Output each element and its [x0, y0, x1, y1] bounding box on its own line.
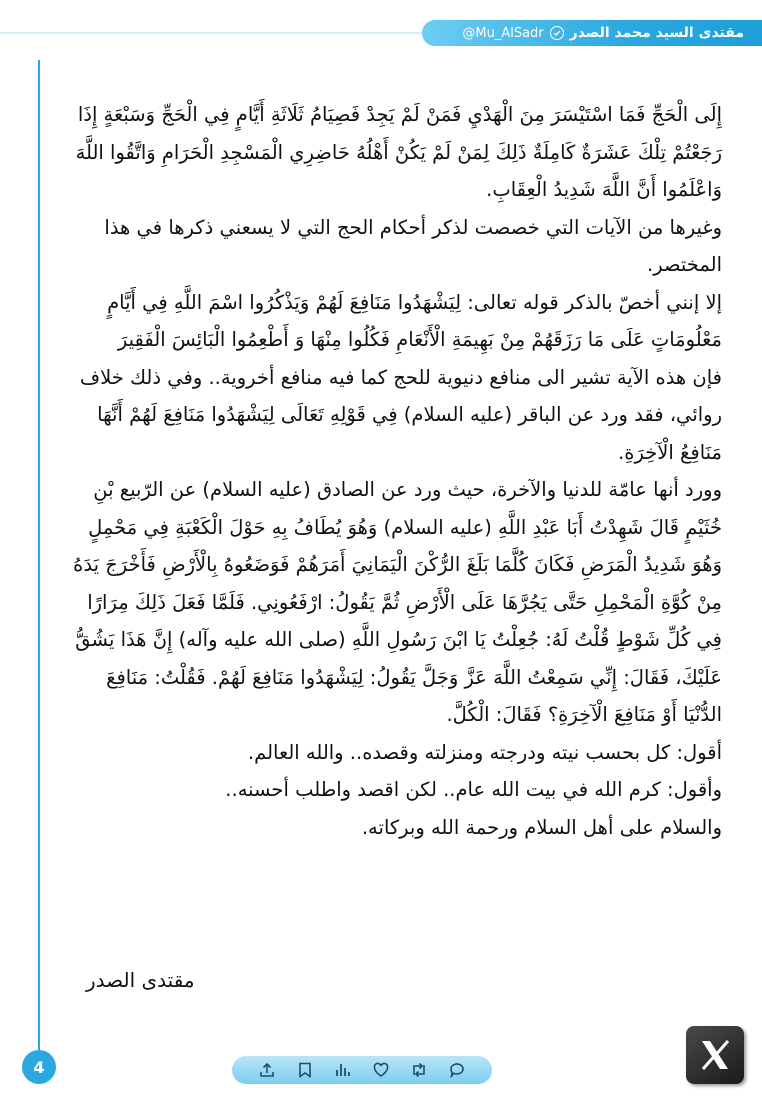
- reply-icon[interactable]: [447, 1060, 467, 1080]
- header-divider-line: [0, 32, 430, 34]
- repost-icon[interactable]: [409, 1060, 429, 1080]
- paragraph: إلا إنني أخصّ بالذكر قوله تعالى: لِيَشْهَدُوا مَنَافِعَ لَهُمْ وَيَذْكُرُوا اسْمَ اللَّهِ فِي أَيَّامٍ مَعْلُومَاتٍ عَلَى مَا رَزَقَهُمْ مِنْ بَهِيمَةِ الْأَنْعَامِ فَكُلُوا مِنْهَا وَ أَطْعِمُوا الْبَائِسَ الْفَقِيرَ: [107, 290, 722, 351]
- author-handle[interactable]: @Mu_AlSadr: [462, 25, 544, 41]
- paragraph: والسلام على أهل السلام ورحمة الله وبركاته.: [361, 815, 722, 839]
- verified-icon: [550, 26, 564, 40]
- paragraph: أقول: كل بحسب نيته ودرجته ومنزلته وقصده.. والله العالم.: [247, 740, 722, 764]
- paragraph: وورد أنها عامّة للدنيا والآخرة، حيث ورد عن الصادق (عليه السلام) عن الرّبيع بْنِ خُثَيْمٍ قَالَ شَهِدْتُ أَبَا عَبْدِ اللَّهِ (عليه السلام) وَهُوَ يُطَافُ بِهِ حَوْلَ الْكَعْبَةِ فِي مَحْمِلٍ وَهُوَ شَدِيدُ الْمَرَضِ فَكَانَ كُلَّمَا بَلَغَ الرُّكْنَ الْيَمَانِيَ أَمَرَهُمْ فَوَضَعُوهُ بِالْأَرْضِ فَأَخْرَجَ يَدَهُ مِنْ كُوَّةِ الْمَحْمِلِ حَتَّى يَجُرَّهَا عَلَى الْأَرْضِ ثُمَّ يَقُولُ: ارْفَعُونِي. فَلَمَّا فَعَلَ ذَلِكَ مِرَارًا فِي كُلِّ شَوْطٍ قُلْتُ لَهُ: جُعِلْتُ يَا ابْنَ رَسُولِ اللَّهِ (صلى الله عليه وآله) إِنَّ هَذَا يَشُقُّ عَلَيْكَ، فَقَالَ: إِنِّي سَمِعْتُ اللَّهَ عَزَّ وَجَلَّ يَقُولُ: لِيَشْهَدُوا مَنَافِعَ لَهُمْ. فَقُلْتُ: مَنَافِعَ الدُّنْيَا أَوْ مَنَافِعَ الْآخِرَةِ؟ فَقَالَ: الْكُلَّ.: [73, 478, 722, 726]
- paragraph: وأقول: كرم الله في بيت الله عام.. لكن اقصد واطلب أحسنه..: [225, 778, 722, 801]
- action-bar: [232, 1056, 492, 1084]
- bookmark-icon[interactable]: [295, 1060, 315, 1080]
- paragraph: فإن هذه الآية تشير الى منافع دنيوية للحج كما فيه منافع أخروية.. وفي ذلك خلاف روائي، فقد ورد عن الباقر (عليه السلام) فِي قَوْلِهِ تَعَالَى لِيَشْهَدُوا مَنَافِعَ لَهُمْ أَنَّهَا مَنَافِعُ الْآخِرَةِ.: [79, 365, 722, 464]
- signature: مقتدى الصدر: [86, 968, 195, 992]
- like-icon[interactable]: [371, 1060, 391, 1080]
- page-number: 4: [22, 1050, 56, 1084]
- article-body: [62, 96, 722, 846]
- share-icon[interactable]: [257, 1060, 277, 1080]
- paragraph: إِلَى الْحَجِّ فَمَا اسْتَيْسَرَ مِنَ الْهَدْيِ فَمَنْ لَمْ يَجِدْ فَصِيَامُ ثَلَاثَةِ أَيَّامٍ فِي الْحَجِّ وَسَبْعَةٍ إِذَا رَجَعْتُمْ تِلْكَ عَشَرَةٌ كَامِلَةٌ ذَلِكَ لِمَنْ لَمْ يَكُنْ أَهْلُهُ حَاضِرِي الْمَسْجِدِ الْحَرَامِ وَاتَّقُوا اللَّهَ وَاعْلَمُوا أَنَّ اللَّهَ شَدِيدُ الْعِقَابِ.: [75, 103, 722, 201]
- author-name[interactable]: مقتدى السيد محمد الصدر: [569, 25, 744, 41]
- x-logo: [686, 1026, 744, 1084]
- paragraph: وغيرها من الآيات التي خصصت لذكر أحكام الحج التي لا يسعني ذكرها في هذا المختصر.: [104, 215, 722, 276]
- views-icon[interactable]: [333, 1060, 353, 1080]
- author-header[interactable]: [422, 20, 762, 46]
- page-frame-line: [38, 60, 40, 1050]
